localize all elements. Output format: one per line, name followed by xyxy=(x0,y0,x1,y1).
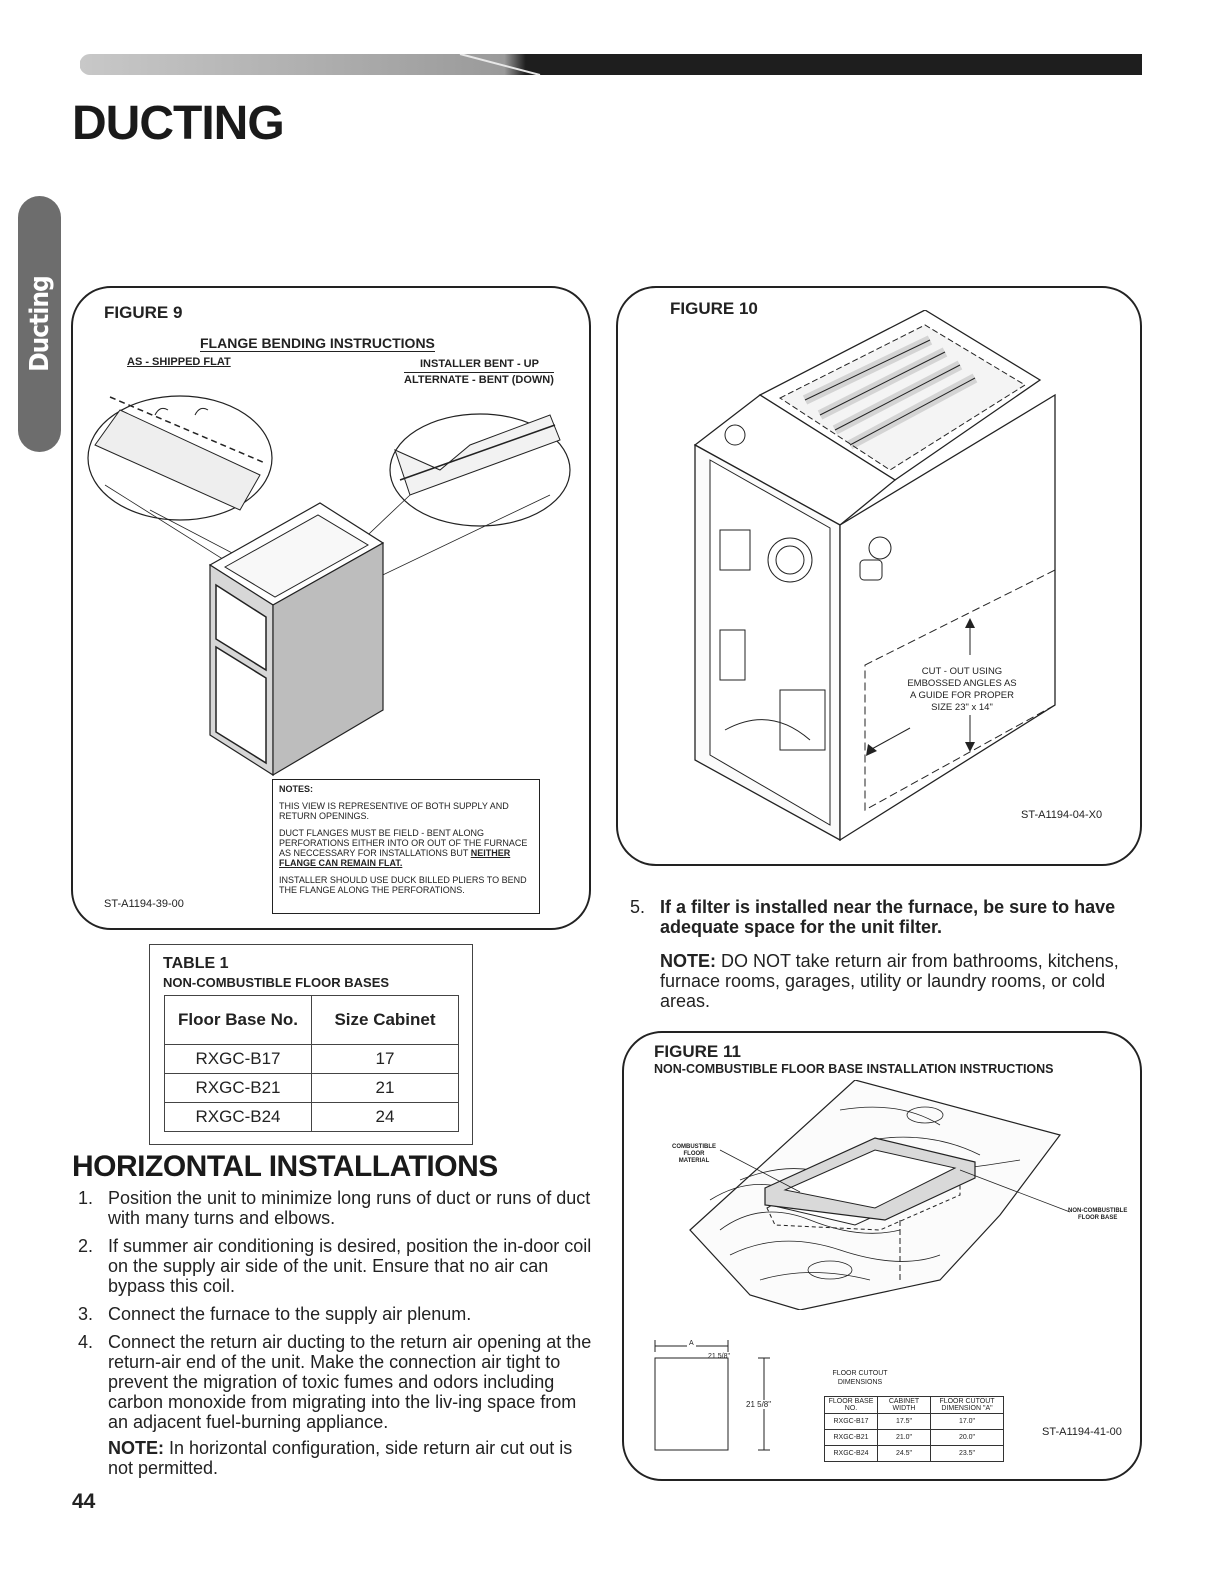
dimension-top: 21 5/8" xyxy=(708,1353,730,1360)
table-row xyxy=(825,1430,1004,1446)
figure-11-heading: NON-COMBUSTIBLE FLOOR BASE INSTALLATION INSTRUCTIONS xyxy=(654,1062,1054,1076)
cutout-table xyxy=(824,1396,1004,1462)
side-tab xyxy=(18,196,61,452)
figure-9-notes xyxy=(272,779,540,914)
right-note-text: DO NOT take return air from bathrooms, kitchens, furnace rooms, garages, utility or laundry rooms, or cold areas. xyxy=(660,951,1119,1011)
combustible-label xyxy=(672,1144,716,1165)
table-1-title: TABLE 1 xyxy=(163,955,229,972)
note-label: NOTE: xyxy=(108,1438,164,1458)
table-cell: RXGC-B21 xyxy=(165,1074,312,1103)
figure-10-label: FIGURE 10 xyxy=(670,299,758,318)
table-row xyxy=(165,1074,459,1103)
table-row xyxy=(165,1103,459,1132)
note-2-emphasis: NEITHER FLANGE CAN REMAIN FLAT. xyxy=(279,848,511,868)
step-text: Connect the return air ducting to the return air opening at the return-air end of the unit. Make the connection air tight to prevent the migration of toxic fumes and odors including carbon monoxide from migrating into the liv-ing space from an adjacent fuel-burning appliance. xyxy=(108,1332,592,1432)
table-cell: 23.5" xyxy=(931,1446,1004,1462)
horizontal-steps xyxy=(72,1188,592,1486)
step-5 xyxy=(630,897,1120,937)
callout-line-2: EMBOSSED ANGLES AS xyxy=(907,678,1017,689)
table-cell: 20.0" xyxy=(931,1430,1004,1446)
cutout-label xyxy=(822,1369,898,1387)
cutout-table-header xyxy=(825,1397,1004,1414)
table-1-subtitle: NON-COMBUSTIBLE FLOOR BASES xyxy=(163,975,390,990)
cutout-line-2: DIMENSIONS xyxy=(837,1379,883,1386)
horizontal-heading: HORIZONTAL INSTALLATIONS xyxy=(72,1150,498,1183)
step-text: Connect the furnace to the supply air plenum. xyxy=(108,1304,472,1324)
figure-9-label: FIGURE 9 xyxy=(104,303,183,322)
figure-9-left-caption: AS - SHIPPED FLAT xyxy=(127,356,231,368)
table-cell: CABINET WIDTH xyxy=(878,1397,931,1414)
list-item: 3. Connect the furnace to the supply air plenum. xyxy=(78,1304,472,1324)
noncombustible-label xyxy=(1068,1208,1127,1222)
table-cell: 17 xyxy=(312,1045,459,1074)
combustible-line-3: MATERIAL xyxy=(678,1158,710,1164)
table-1-header: Floor Base No. xyxy=(165,996,312,1045)
table-cell: RXGC-B17 xyxy=(165,1045,312,1074)
table-cell: 24.5" xyxy=(878,1446,931,1462)
note-text: In horizontal configuration, side return air cut out is not permitted. xyxy=(108,1438,573,1478)
step-text: If summer air conditioning is desired, position the in-door coil on the supply air side of the unit. Ensure that no air can bypass this coil. xyxy=(108,1236,592,1296)
note-1: THIS VIEW IS REPRESENTIVE OF BOTH SUPPLY AND RETURN OPENINGS. xyxy=(279,801,509,821)
header-bar xyxy=(80,54,1142,75)
figure-10-callout xyxy=(900,666,1024,714)
note-3: INSTALLER SHOULD USE DUCK BILLED PLIERS TO BEND THE FLANGE ALONG THE PERFORATIONS. xyxy=(279,875,527,895)
table-1-header-row xyxy=(165,996,459,1045)
cutout-line-1: FLOOR CUTOUT xyxy=(832,1370,888,1377)
figure-11-code: ST-A1194-41-00 xyxy=(1042,1426,1122,1438)
list-item: 2. If summer air conditioning is desired, position the in-door coil on the supply air side of the unit. Ensure that no air can bypass this coil. xyxy=(78,1236,592,1296)
figure-9-code: ST-A1194-39-00 xyxy=(104,898,184,910)
figure-11-drawing xyxy=(640,1080,1120,1310)
table-1-header: Size Cabinet xyxy=(312,996,459,1045)
figure-11-label: FIGURE 11 xyxy=(654,1042,741,1061)
table-cell: 21.0" xyxy=(878,1430,931,1446)
table-row xyxy=(165,1045,459,1074)
dimension-a: A xyxy=(689,1340,694,1347)
note-2 xyxy=(279,828,533,868)
table-cell: RXGC-B17 xyxy=(825,1414,878,1430)
notes-title: NOTES: xyxy=(279,784,314,794)
list-item: 1. Position the unit to minimize long runs of duct or runs of duct with many turns and elbows. xyxy=(78,1188,591,1228)
noncombustible-line-1: NON-COMBUSTIBLE xyxy=(1068,1208,1128,1214)
right-note-label: NOTE: xyxy=(660,951,716,971)
figure-9-right-caption-2: ALTERNATE - BENT (DOWN) xyxy=(404,374,554,386)
horizontal-note xyxy=(108,1438,592,1478)
table-cell: 17.5" xyxy=(878,1414,931,1430)
note-2-text: DUCT FLANGES MUST BE FIELD - BENT ALONG PERFORATIONS EITHER INTO OR OUT OF THE FURNACE AS NECCESSARY FOR INSTALLATIONS BUT xyxy=(279,828,528,858)
right-note xyxy=(630,951,1120,1011)
step-text: Position the unit to minimize long runs of duct or runs of duct with many turns and elbows. xyxy=(108,1188,591,1228)
callout-line-4: SIZE 23" x 14" xyxy=(931,702,993,713)
page-number: 44 xyxy=(72,1490,96,1513)
table-cell: FLOOR CUTOUT DIMENSION "A" xyxy=(931,1397,1004,1414)
table-row xyxy=(825,1414,1004,1430)
noncombustible-line-2: FLOOR BASE xyxy=(1078,1215,1118,1221)
table-cell: 24 xyxy=(312,1103,459,1132)
list-item: 4. Connect the return air ducting to the return air opening at the return-air end of the unit. Make the connection air tight to prevent the migration of toxic fumes and odors including carbon monoxide from migrating into the liv-ing space from an adjacent fuel-burning appliance. NOTE: In horizontal configuration, side return air cut out is not permitted. xyxy=(78,1332,592,1478)
figure-9-heading: FLANGE BENDING INSTRUCTIONS xyxy=(200,335,435,351)
right-text xyxy=(630,897,1120,1011)
figure-9-drawing xyxy=(80,385,580,785)
combustible-line-2: FLOOR xyxy=(683,1151,705,1157)
callout-line-1: CUT - OUT USING xyxy=(921,666,1003,677)
table-cell: RXGC-B21 xyxy=(825,1430,878,1446)
figure-9-right-caption-1: INSTALLER BENT - UP xyxy=(420,358,539,370)
table-cell: 17.0" xyxy=(931,1414,1004,1430)
table-cell: FLOOR BASE NO. xyxy=(825,1397,878,1414)
table-cell: RXGC-B24 xyxy=(825,1446,878,1462)
table-cell: RXGC-B24 xyxy=(165,1103,312,1132)
table-cell: 21 xyxy=(312,1074,459,1103)
table-1 xyxy=(164,995,459,1132)
step-5-num: 5. xyxy=(630,897,646,917)
figure-10-drawing xyxy=(680,310,1080,850)
side-tab-label: Ducting xyxy=(24,276,55,372)
step-5-text: If a filter is installed near the furnace, be sure to have adequate space for the unit filter. xyxy=(660,897,1116,937)
figure-10-code: ST-A1194-04-X0 xyxy=(1021,809,1103,821)
table-row xyxy=(825,1446,1004,1462)
page-title: DUCTING xyxy=(72,97,284,150)
callout-line-3: A GUIDE FOR PROPER xyxy=(910,690,1014,701)
dimension-side: 21 5/8" xyxy=(746,1400,772,1409)
combustible-line-1: COMBUSTIBLE xyxy=(672,1144,716,1150)
